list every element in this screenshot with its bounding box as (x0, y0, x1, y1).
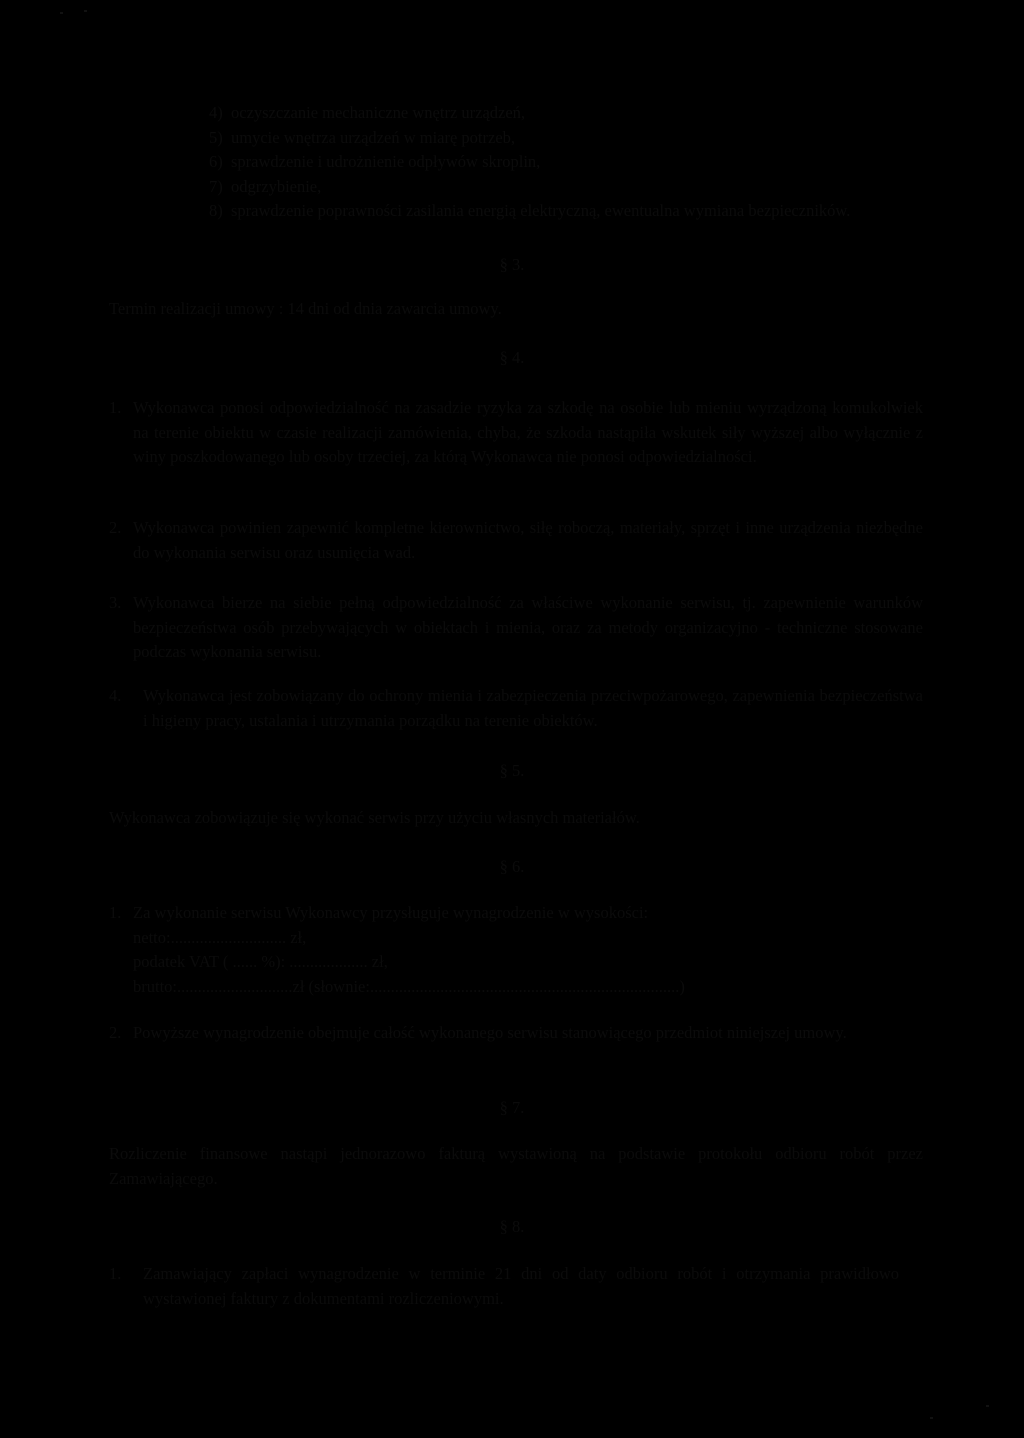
item-text: Wykonawca ponosi odpowiedzialność na zasadzie ryzyka za szkodę na osobie lub mieniu wyrządzoną komukolwiek na terenie obiektu w czasie realizacji zamówienia, chyba, że szkoda nastąpiła wskutek siły wyższej albo wyłącznie z winy poszkodowanego lub osoby trzeciej, za którą Wykonawca nie ponosi odpowiedzialności. (133, 398, 923, 467)
remuneration-block (133, 901, 923, 999)
item-number: 1. (109, 903, 122, 922)
item-number: 3. (109, 593, 122, 612)
service-list (209, 101, 909, 224)
scan-speck (84, 10, 87, 12)
list-item (209, 150, 909, 175)
list-item-text: odgrzybienie, (231, 176, 322, 196)
netto-line: netto:............................ zł, (133, 927, 307, 947)
section-4-item-4 (109, 684, 923, 733)
list-item-number: 6) (209, 152, 223, 172)
list-item-number: 5) (209, 127, 223, 147)
item-text: Wykonawca bierze na siebie pełną odpowiedzialność za właściwe wykonanie serwisu, tj. zapewnienie warunków bezpieczeństwa osób przebywających w obiektach i mienia, oraz za metody organizacyjno - techniczne stosowane podczas wykonania serwisu. (133, 593, 923, 662)
section-5-heading: § 5. (499, 761, 525, 780)
section-8-heading: § 8. (499, 1217, 525, 1236)
section-4-item-1 (109, 396, 923, 470)
scan-speck (60, 12, 63, 14)
item-number: 2. (109, 518, 122, 537)
item-text: Zamawiający zapłaci wynagrodzenie w terminie 21 dni od daty odbioru robót i otrzymania prawidłowo wystawionej faktury z dokumentami rozliczeniowymi. (143, 1264, 899, 1308)
list-item-text: umycie wnętrza urządzeń w miarę potrzeb, (231, 127, 516, 147)
list-item (209, 101, 909, 126)
brutto-line: brutto:............................zł (słownie:...........................................................................) (133, 976, 685, 996)
list-item-number: 4) (209, 103, 223, 122)
item-text: Wykonawca jest zobowiązany do ochrony mienia i zabezpieczenia przeciwpożarowego, zapewnienia bezpieczeństwa i higieny pracy, ustalania i utrzymania porządku na terenie obiektów. (143, 686, 923, 730)
section-5-text: Wykonawca zobowiązuje się wykonać serwis przy użyciu własnych materiałów. (109, 808, 640, 827)
section-4-item-3 (109, 591, 923, 665)
list-item-number: 8) (209, 201, 223, 221)
item-text: Powyższe wynagrodzenie obejmuje całość wykonanego serwisu stanowiącego przedmiot niniejszej umowy. (133, 1023, 847, 1042)
section-3-heading: § 3. (499, 255, 525, 274)
list-item-number: 7) (209, 176, 223, 196)
list-item (209, 175, 909, 200)
scan-speck (930, 1417, 933, 1419)
section-4-item-2 (109, 516, 923, 565)
item-number: 4. (109, 686, 122, 705)
scan-speck (986, 1405, 989, 1407)
vat-line: podatek VAT ( ...... %): ................... zł, (133, 952, 388, 972)
section-8-item-1 (109, 1262, 899, 1311)
section-6-item-1 (109, 901, 923, 999)
list-item-text: oczyszczanie mechaniczne wnętrz urządzeń, (231, 103, 526, 122)
list-item-text: sprawdzenie poprawności zasilania energią elektryczną, ewentualna wymiana bezpieczników. (231, 201, 851, 221)
item-text: Wykonawca powinien zapewnić kompletne kierownictwo, siłę roboczą, materiały, sprzęt i inne urządzenia niezbędne do wykonania serwisu oraz usunięcia wad. (133, 518, 923, 562)
item-number: 1. (109, 1264, 122, 1283)
remuneration-intro: Za wykonanie serwisu Wykonawcy przysługuje wynagrodzenie w wysokości: (133, 903, 649, 922)
list-item (209, 126, 909, 151)
section-7-text: Rozliczenie finansowe nastąpi jednorazowo fakturą wystawioną na podstawie protokołu odbioru robót przez Zamawiającego. (109, 1144, 923, 1188)
section-4-heading: § 4. (499, 348, 525, 367)
list-item-text: sprawdzenie i udrożnienie odpływów skroplin, (231, 152, 541, 172)
section-7-heading: § 7. (499, 1098, 525, 1117)
item-number: 1. (109, 398, 122, 417)
item-number: 2. (109, 1023, 122, 1042)
section-6-item-2 (109, 1021, 923, 1046)
list-item (209, 199, 909, 224)
section-6-heading: § 6. (499, 857, 525, 876)
section-3-text: Termin realizacji umowy : 14 dni od dnia zawarcia umowy. (109, 299, 502, 318)
